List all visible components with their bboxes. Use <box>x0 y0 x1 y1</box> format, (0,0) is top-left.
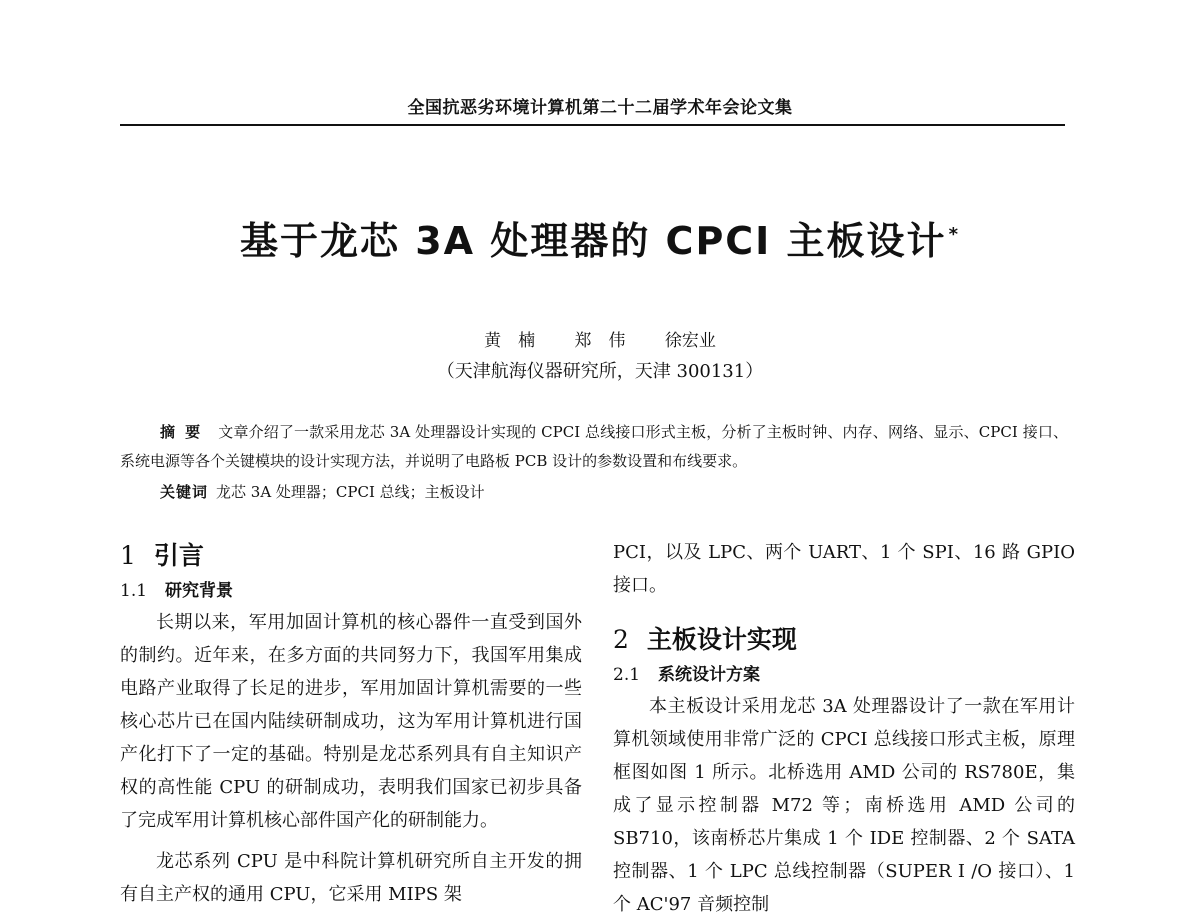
intro-paragraph-1: 长期以来，军用加固计算机的核心器件一直受到国外的制约。近年来，在多方面的共同努力下，我国军用集成电路产业取得了长足的进步，军用加固计算机需要的一些核心芯片已在国内陆续研制成功，这为军用计算机进行国产化打下了一定的基础。特别是龙芯系列具有自主知识产权的高性能 CPU 的研制成功，表明我们国家已初步具备了完成军用计算机核心部件国产化的研制能力。 <box>120 612 582 831</box>
abstract <box>120 418 1068 476</box>
subsection-1-1-heading <box>120 576 582 606</box>
subsection-2-1-title: 系统设计方案 <box>658 665 761 685</box>
title-footnote-mark: * <box>948 224 960 246</box>
subsection-2-1-heading <box>613 660 1075 690</box>
subsection-2-1-number: 2.1 <box>613 665 641 685</box>
subsection-1-1-title: 研究背景 <box>165 581 234 601</box>
section-2-heading <box>613 620 1075 660</box>
keywords-text: 龙芯 3A 处理器；CPCI 总线；主板设计 <box>216 483 485 501</box>
section-2-title: 主板设计实现 <box>646 625 797 654</box>
author-list <box>0 326 1200 351</box>
header-rule <box>120 124 1065 126</box>
subsection-1-1-number: 1.1 <box>120 581 148 601</box>
paper-title <box>0 210 1200 265</box>
abstract-text: 文章介绍了一款采用龙芯 3A 处理器设计实现的 CPCI 总线接口形式主板，分析了主板时钟、内存、网络、显示、CPCI 接口、系统电源等各个关键模块的设计实现方法，并说明了电路板 PCB 设计的参数设置和布线要求。 <box>120 423 1068 470</box>
paper-title-text: 基于龙芯 3A 处理器的 CPCI 主板设计 <box>240 219 947 263</box>
running-header: 全国抗恶劣环境计算机第二十二届学术年会论文集 <box>407 98 793 118</box>
section-1-title: 引言 <box>153 541 204 570</box>
keywords <box>160 478 1060 507</box>
continued-paragraph: PCI，以及 LPC、两个 UART、1 个 SPI、16 路 GPIO 接口。 <box>613 542 1075 596</box>
author-2: 郑 伟 <box>574 331 626 351</box>
right-column <box>613 536 1075 921</box>
section-2-number: 2 <box>613 625 629 654</box>
section-1-number: 1 <box>120 541 136 570</box>
author-3: 徐宏业 <box>664 331 716 351</box>
keywords-label: 关键词 <box>160 483 209 501</box>
design-paragraph-1: 本主板设计采用龙芯 3A 处理器设计了一款在军用计算机领域使用非常广泛的 CPCI 总线接口形式主板，原理框图如图 1 所示。北桥选用 AMD 公司的 RS780E，集成了显示控制器 M72 等；南桥选用 AMD 公司的 SB710，该南桥芯片集成 1 个 IDE 控制器、2 个 SATA 控制器、1 个 LPC 总线控制器（SUPER I /O 接口）、1 个 AC'97 音频控制 <box>613 696 1075 915</box>
abstract-label: 摘要 <box>160 423 211 441</box>
intro-paragraph-2: 龙芯系列 CPU 是中科院计算机研究所自主开发的拥有自主产权的通用 CPU，它采用 MIPS 架 <box>120 851 582 905</box>
left-column <box>120 536 582 911</box>
author-1: 黄 楠 <box>484 331 536 351</box>
affiliation: （天津航海仪器研究所，天津 300131） <box>436 361 764 382</box>
section-1-heading <box>120 536 582 576</box>
